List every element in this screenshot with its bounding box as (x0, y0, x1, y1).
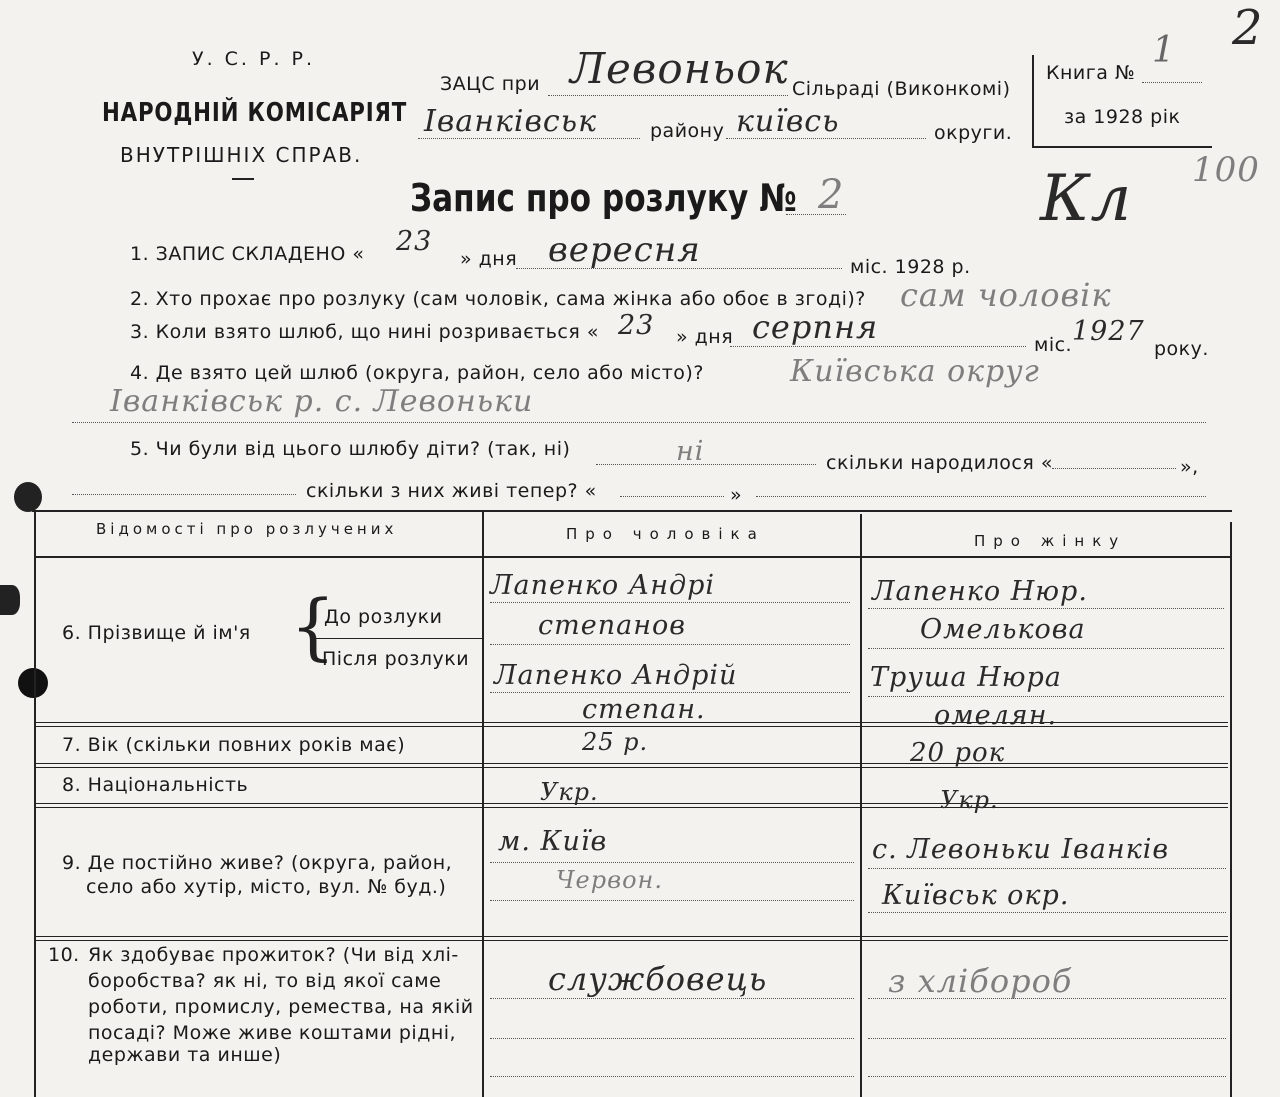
q3-mid: » дня (676, 326, 734, 348)
q1-day-handwritten: 23 (396, 226, 433, 257)
occupation-label-1: Як здобуває прожиток? (Чи від хлі- (88, 944, 459, 966)
wife-residence-1-line (868, 868, 1226, 869)
q2-answer-handwritten: сам чоловік (900, 276, 1112, 314)
row8-bottom (36, 803, 1228, 808)
wife-before-2-line (868, 648, 1224, 649)
q5-alive-line (620, 496, 724, 497)
commissariat-label: НАРОДНІЙ КОМІСАРІЯТ (102, 98, 408, 128)
wife-occupation-line-3 (868, 1076, 1226, 1077)
wife-age: 20 рок (910, 738, 1006, 768)
corner-mark-handwritten: 100 (1192, 150, 1260, 190)
q1-month-handwritten: вересня (548, 230, 701, 270)
before-after-divider (312, 638, 482, 639)
q4-text: 4. Де взято цей шлюб (округа, район, село або місто)? (130, 362, 704, 384)
husband-occupation-line-3 (490, 1076, 854, 1077)
zags-village-line (548, 95, 788, 96)
wife-after-1: Труша Нюра (870, 662, 1062, 693)
husband-residence-1-line (490, 862, 854, 863)
book-box-bottom (1032, 146, 1212, 148)
husband-age: 25 р. (582, 728, 649, 756)
wife-residence-1: с. Левоньки Іванків (872, 834, 1170, 865)
q4-answer2-handwritten: Іванківськ р. с. Левоньки (110, 384, 534, 419)
row9-bottom (36, 936, 1228, 941)
republic-label: У. С. Р. Р. (192, 48, 316, 70)
q5-born: скільки народилося « (826, 452, 1053, 474)
q5-born-line (1052, 468, 1176, 469)
name-brace: { (290, 584, 336, 668)
husband-after-1-line (490, 692, 850, 693)
q1-month-line (516, 268, 842, 269)
nationality-label: 8. Національність (62, 774, 249, 796)
wife-before-1-line (868, 608, 1224, 609)
col-husband-header: Про чоловіка (566, 525, 765, 543)
husband-occupation: службовець (548, 960, 768, 998)
zags-village-handwritten: Левоньок (570, 44, 789, 93)
wife-after-2: омелян. (934, 700, 1058, 731)
signature-mark-handwritten: Кл (1040, 162, 1133, 236)
husband-before-1: Лапенко Андрі (490, 570, 716, 601)
document-title: Запис про розлуку № (410, 176, 797, 220)
table-header-bottom (34, 556, 1230, 558)
q5-born-close: », (1180, 456, 1199, 478)
q5-alive-close: » (730, 484, 743, 506)
book-number-line (1142, 82, 1202, 83)
husband-after-1: Лапенко Андрій (494, 660, 738, 691)
husband-residence-1: м. Київ (498, 826, 608, 857)
q3-month-handwritten: серпня (752, 308, 879, 346)
q3-month-line (730, 346, 1026, 347)
occupation-num: 10. (48, 944, 80, 966)
table-top (32, 510, 1232, 512)
q4-answer-handwritten: Київська округ (790, 354, 1040, 389)
occupation-label-5: держави та инше) (88, 1044, 282, 1066)
row7-bottom (36, 763, 1228, 768)
department-label: ВНУТРІШНІХ СПРАВ. (120, 143, 363, 167)
q3-prefix: 3. Коли взято шлюб, що нині розривається « (130, 321, 599, 343)
wife-after-1-line (868, 696, 1224, 697)
okruha-line (726, 138, 926, 139)
year-label: за 1928 рік (1064, 106, 1181, 128)
book-number-handwritten: 1 (1152, 30, 1176, 71)
residence-label-2: село або хутір, місто, вул. № буд.) (86, 876, 447, 898)
husband-before-1-line (490, 602, 850, 603)
husband-residence-2-line (490, 900, 854, 901)
husband-residence-2: Червон. (556, 866, 663, 894)
paper-mark (0, 585, 20, 615)
occupation-label-4: посаді? Може живе коштами рідні, (88, 1022, 457, 1044)
age-label: 7. Вік (скільки повних років має) (62, 734, 406, 756)
binder-hole (14, 482, 42, 512)
occupation-label-3: роботи, промислу, ремества, на якій (88, 996, 474, 1018)
residence-label-1: 9. Де постійно живе? (округа, район, (62, 852, 453, 874)
wife-nationality: Укр. (940, 786, 999, 814)
okruha-label: округи. (934, 122, 1013, 144)
q5-alive-tail (756, 496, 1206, 497)
rayon-label: району (650, 120, 725, 142)
before-label: До розлуки (324, 606, 443, 628)
husband-before-2: степанов (538, 610, 686, 641)
wife-occupation: з хлібороб (888, 962, 1073, 1000)
page-number-handwritten: 2 (1232, 0, 1264, 56)
okruha-handwritten: київсь (736, 104, 840, 139)
q1-suffix: міс. 1928 р. (850, 256, 971, 278)
q1-prefix: 1. ЗАПИС СКЛАДЕНО « (130, 243, 365, 265)
wife-residence-2: Київськ окр. (882, 880, 1070, 911)
rayon-handwritten: Іванківськ (424, 104, 597, 139)
q1-mid: » дня (460, 248, 518, 270)
wife-residence-2-line (868, 912, 1226, 913)
q3-mis: міс. (1034, 334, 1073, 356)
husband-nationality: Укр. (540, 778, 599, 806)
title-number-handwritten: 2 (818, 172, 845, 218)
q5-answer-handwritten: ні (676, 436, 705, 467)
col-info-header: Відомості про розлучених (96, 520, 398, 538)
husband-occupation-line-2 (490, 1038, 854, 1039)
title-number-line (786, 214, 846, 215)
q5-alive: скільки з них живі тепер? « (306, 480, 597, 502)
zags-suffix: Сільраді (Виконкомі) (792, 78, 1011, 100)
name-label: 6. Прізвище й ім'я (62, 622, 251, 644)
wife-before-2: Омелькова (920, 614, 1086, 645)
book-label: Книга № (1046, 62, 1136, 84)
q4-line (72, 422, 1206, 423)
q5-answer-line (596, 464, 816, 465)
col-wife-header: Про жінку (974, 532, 1127, 550)
q3-year-handwritten: 1927 (1072, 316, 1145, 347)
husband-before-2-line (490, 644, 850, 645)
wife-occupation-line-2 (868, 1038, 1226, 1039)
binder-hole (18, 668, 48, 698)
zags-prefix: ЗАЦС при (440, 73, 541, 95)
q3-suffix: року. (1154, 338, 1209, 360)
q2-text: 2. Хто прохає про розлуку (сам чоловік, сама жінка або обоє в згоді)? (130, 288, 866, 310)
header-divider (232, 178, 254, 180)
q3-day-handwritten: 23 (618, 310, 655, 341)
wife-occupation-line (868, 998, 1226, 999)
q5-alive-lead (72, 494, 296, 495)
occupation-label-2: боробства? як ні, то від якої саме (88, 970, 442, 992)
rayon-line (418, 138, 640, 139)
husband-after-2: степан. (582, 694, 706, 725)
husband-occupation-line (490, 998, 854, 999)
after-label: Після розлуки (322, 648, 470, 670)
wife-before-1: Лапенко Нюр. (872, 576, 1088, 607)
q5-text: 5. Чи були від цього шлюбу діти? (так, ні) (130, 438, 571, 460)
table-right (1230, 522, 1232, 1097)
book-box-left (1032, 55, 1034, 147)
